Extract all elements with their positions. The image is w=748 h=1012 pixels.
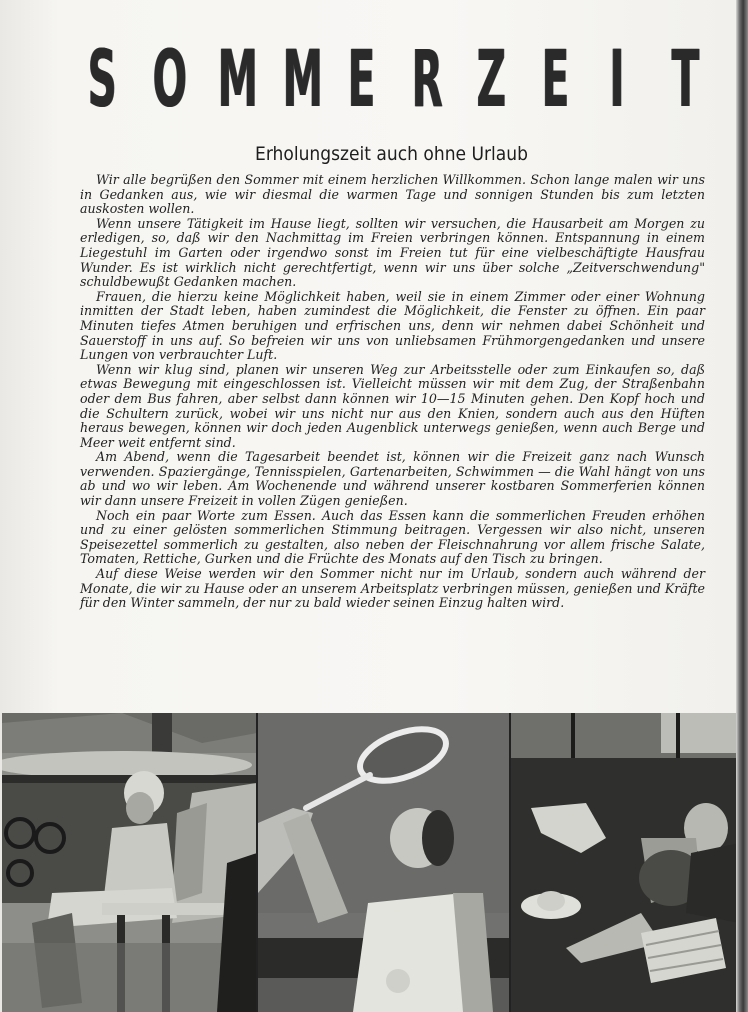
paragraph: Auf diese Weise werden wir den Sommer nicht nur im Urlaub, sondern auch während der Monate, die wir zu Hause oder an unserem Arbeitsplatz verbringen müssen, genießen und Kräfte für den Winter sammeln, der nur zu bald wieder seinen Einzug halten wird.: [80, 566, 705, 611]
photo-tennis-player: [256, 713, 510, 1012]
page-binding-edge: [736, 0, 748, 1012]
article-body: [80, 173, 705, 611]
article-title: [78, 35, 702, 125]
photo-strip: [2, 713, 738, 1012]
title-letter: M: [217, 35, 258, 125]
paragraph: Wenn unsere Tätigkeit im Hause liegt, sollten wir versuchen, die Hausarbeit am Morgen zu erledigen, so, daß wir den Nachmittag im Freien verbringen können. Entspannung in einem Liegestuhl im Garten oder irgendwo sonst im Freien tut für eine vielbeschäftigte Hausfrau Wunder. Es ist wirklich nicht gerechtfertigt, wenn wir uns über solche „Zeitverschwendung" schuldbewußt Gedanken machen.: [80, 215, 705, 290]
title-letter: Z: [476, 35, 507, 125]
title-letter: I: [609, 35, 625, 125]
article-subtitle: Erholungszeit auch ohne Urlaub: [255, 143, 528, 165]
title-letter: R: [411, 35, 444, 125]
title-letter: E: [541, 35, 570, 125]
title-letter: T: [671, 35, 700, 125]
title-letter: M: [282, 35, 323, 125]
photo-knitting-balcony: [2, 713, 256, 1012]
title-letter: O: [152, 35, 187, 125]
title-letter: S: [87, 35, 117, 125]
photo-meadow-scene: [509, 713, 738, 1012]
title-letter: E: [347, 35, 375, 125]
paragraph: Am Abend, wenn die Tagesarbeit beendet ist, können wir die Freizeit ganz nach Wunsch verwenden. Spaziergänge, Tennisspielen, Gartenarbeiten, Schwimmen — die Wahl hängt von uns ab und wo wir leben. Am Wochenende und während unserer kostbaren Sommerferien können wir dann unsere Freizeit in vollen Zügen genießen.: [80, 449, 705, 509]
paragraph: Frauen, die hierzu keine Möglichkeit haben, weil sie in einem Zimmer oder einer Wohnung inmitten der Stadt leben, haben zumindest die Möglichkeit, die Fenster zu öffnen. Ein paar Minuten tiefes Atmen beruhigen und erfrischen uns, denn wir nehmen dabei Schönheit und Sauerstoff in uns auf. So befreien wir uns von unliebsamen Frühmorgengedanken und unsere Lungen von verbrauchter Luft.: [80, 288, 705, 363]
paragraph: Noch ein paar Worte zum Essen. Auch das Essen kann die sommerlichen Freuden erhöhen und zu einer gelösten sommerlichen Stimmung beitragen. Vergessen wir also nicht, unseren Speisezettel sommerlich zu gestalten, also neben der Fleischnahrung vor allem frische Salate, Tomaten, Rettiche, Gurken und die Früchte des Monats auf den Tisch zu bringen.: [80, 507, 705, 567]
paragraph: Wir alle begrüßen den Sommer mit einem herzlichen Willkommen. Schon lange malen wir uns in Gedanken aus, wie wir diesmal die warmen Tage und sonnigen Stunden bis zum letzten auskosten wollen.: [80, 172, 705, 217]
paragraph: Wenn wir klug sind, planen wir unseren Weg zur Arbeitsstelle oder zum Einkaufen so, daß etwas Bewegung mit eingeschlossen ist. Vielleicht müssen wir mit dem Zug, der Straßenbahn oder dem Bus fahren, aber selbst dann können wir 10—15 Minuten gehen. Den Kopf hoch und die Schultern zurück, wobei wir uns nicht nur aus den Knien, sondern auch aus den Hüften heraus bewegen, können wir doch jeden Augenblick unterwegs genießen, wenn auch Berge und Meer weit entfernt sind.: [80, 361, 705, 450]
